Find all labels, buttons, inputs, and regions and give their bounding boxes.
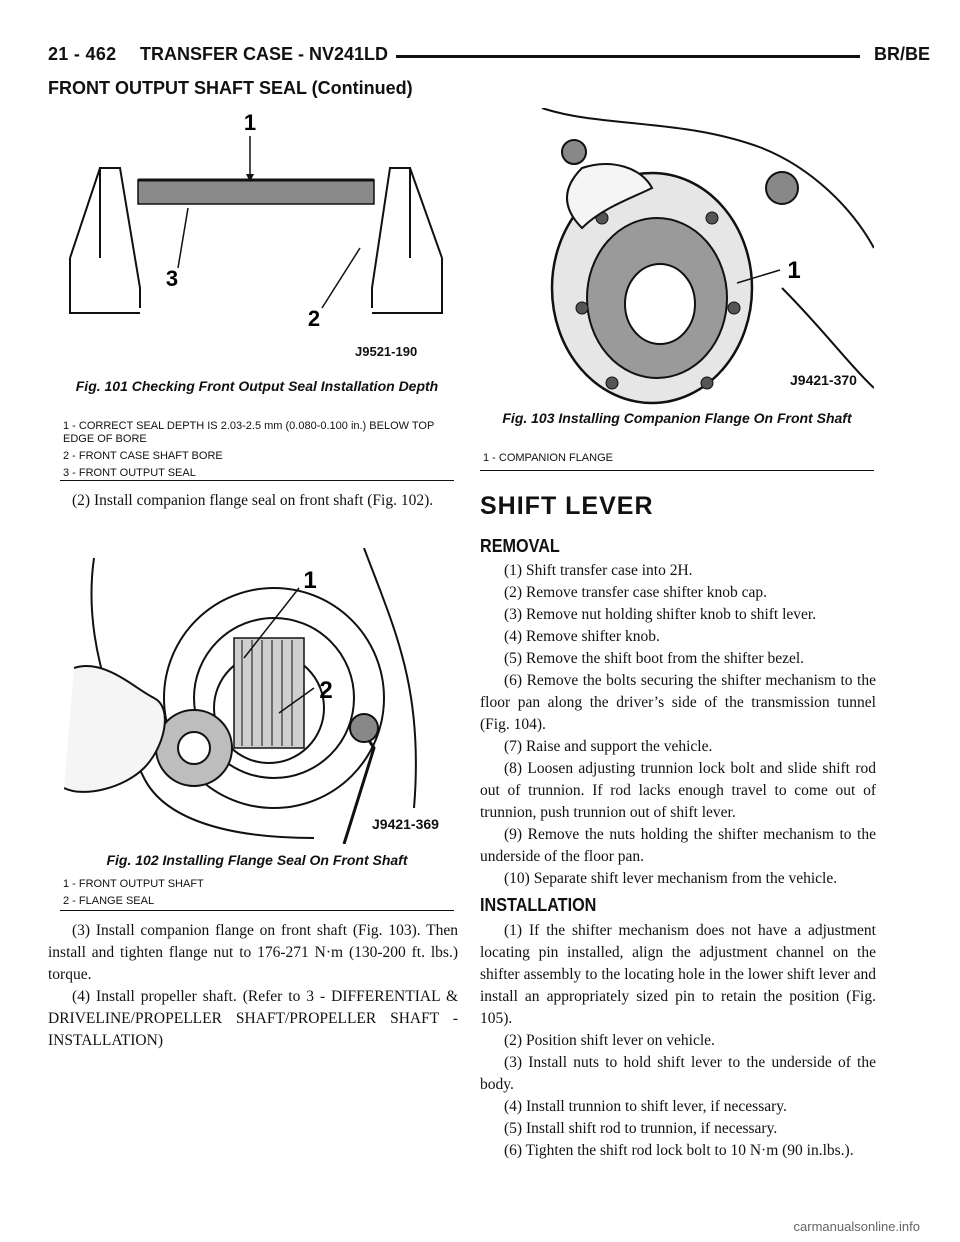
removal-step-2: (2) Remove transfer case shifter knob cap. bbox=[504, 584, 767, 601]
fig101-legend-item-3: 3 - FRONT OUTPUT SEAL bbox=[63, 467, 196, 479]
fig102-callout-2: 2 bbox=[319, 677, 333, 704]
removal-step-9: (9) Remove the nuts holding the shifter mechanism to the underside of the floor pan. bbox=[480, 826, 876, 865]
installation-step-5: (5) Install shift rod to trunnion, if necessary. bbox=[504, 1120, 778, 1137]
page-number: 21 - 462 bbox=[48, 44, 117, 64]
installation-step-3: (3) Install nuts to hold shift lever to the underside of the body. bbox=[480, 1054, 876, 1093]
fig101-legend-item-1: 1 - CORRECT SEAL DEPTH IS 2.03-2.5 mm (0.080-0.100 in.) BELOW TOP EDGE OF BORE bbox=[63, 420, 435, 445]
fig102-legend-item-2: 2 - FLANGE SEAL bbox=[63, 895, 155, 907]
fig102-rule bbox=[60, 910, 454, 911]
removal-step-7: (7) Raise and support the vehicle. bbox=[504, 738, 713, 755]
fig103-callout-1: 1 bbox=[787, 257, 801, 284]
fig102-legend-item-1: 1 - FRONT OUTPUT SHAFT bbox=[63, 878, 204, 890]
section-title: TRANSFER CASE - NV241LD bbox=[140, 44, 396, 65]
step-text: (2) Install companion flange seal on front shaft (Fig. 102). bbox=[72, 492, 434, 509]
fig101-legend bbox=[63, 420, 443, 484]
watermark: carmanualsonline.info bbox=[793, 1219, 920, 1234]
fig102-caption: Fig. 102 Installing Flange Seal On Front Shaft bbox=[106, 852, 408, 868]
fig103-caption: Fig. 103 Installing Companion Flange On Front Shaft bbox=[502, 410, 852, 426]
shift-lever-heading: SHIFT LEVER bbox=[480, 492, 654, 520]
page-header bbox=[48, 44, 930, 76]
fig101-caption: Fig. 101 Checking Front Output Seal Installation Depth bbox=[75, 378, 439, 394]
installation-step-6: (6) Tighten the shift rod lock bolt to 10 N·m (90 in.lbs.). bbox=[504, 1142, 854, 1159]
continued-title: FRONT OUTPUT SHAFT SEAL (Continued) bbox=[48, 78, 413, 98]
removal-step-8: (8) Loosen adjusting trunnion lock bolt and slide shift rod out of trunnion. If rod lacks enough travel to come out of trunnion, push trunnion out of shift lever. bbox=[480, 760, 876, 821]
removal-step-4: (4) Remove shifter knob. bbox=[504, 628, 660, 645]
installation-step-1: (1) If the shifter mechanism does not have a adjustment locating pin installed, align the adjustment channel on the shifter assembly to the locating hole in the lower shift lever and install an appropriately sized pin to retain the position (Fig. 105). bbox=[480, 922, 876, 1027]
installation-step-2: (2) Position shift lever on vehicle. bbox=[504, 1032, 715, 1049]
fig102-code: J9421-369 bbox=[372, 816, 439, 832]
fig101-code: J9521-190 bbox=[355, 344, 418, 359]
installation-step-4: (4) Install trunnion to shift lever, if necessary. bbox=[504, 1098, 787, 1115]
fig101-illustration bbox=[60, 108, 452, 378]
fig102-legend bbox=[63, 878, 443, 912]
removal-step-6: (6) Remove the bolts securing the shifter mechanism to the floor pan along the driver’s side of the transmission tunnel (Fig. 104). bbox=[480, 672, 876, 733]
removal-step-5: (5) Remove the shift boot from the shifter bezel. bbox=[504, 650, 805, 667]
left-steps-a bbox=[48, 490, 458, 512]
fig103-legend-item-1: 1 - COMPANION FLANGE bbox=[483, 452, 613, 464]
fig102-callout-1: 1 bbox=[303, 567, 317, 594]
step-text: (3) Install companion flange on front shaft (Fig. 103). Then install and tighten flange nut to 176-271 N·m (130-200 ft. lbs.) torque. bbox=[48, 922, 458, 983]
installation-steps bbox=[480, 920, 876, 1162]
fig101-callout-1: 1 bbox=[243, 110, 257, 135]
removal-step-3: (3) Remove nut holding shifter knob to shift lever. bbox=[504, 606, 817, 623]
fig101-rule bbox=[60, 480, 454, 481]
fig103-legend bbox=[483, 452, 863, 469]
fig101-legend-item-2: 2 - FRONT CASE SHAFT BORE bbox=[63, 450, 223, 462]
model-code: BR/BE bbox=[866, 44, 930, 65]
fig101-callout-3: 3 bbox=[165, 266, 179, 291]
fig103-rule bbox=[480, 470, 874, 471]
left-steps-b bbox=[48, 920, 458, 1052]
removal-steps bbox=[480, 560, 876, 890]
removal-heading: REMOVAL bbox=[480, 536, 560, 556]
fig102-illustration bbox=[64, 548, 458, 844]
removal-step-1: (1) Shift transfer case into 2H. bbox=[504, 562, 693, 579]
fig103-illustration bbox=[482, 108, 874, 408]
removal-step-10: (10) Separate shift lever mechanism from the vehicle. bbox=[504, 870, 838, 887]
installation-heading: INSTALLATION bbox=[480, 895, 597, 915]
step-text: (4) Install propeller shaft. (Refer to 3 - DIFFERENTIAL & DRIVELINE/PROPELLER SHAFT/PROPELLER SHAFT - INSTALLATION) bbox=[48, 988, 458, 1049]
fig103-code: J9421-370 bbox=[790, 372, 857, 388]
fig101-callout-2: 2 bbox=[307, 306, 321, 331]
